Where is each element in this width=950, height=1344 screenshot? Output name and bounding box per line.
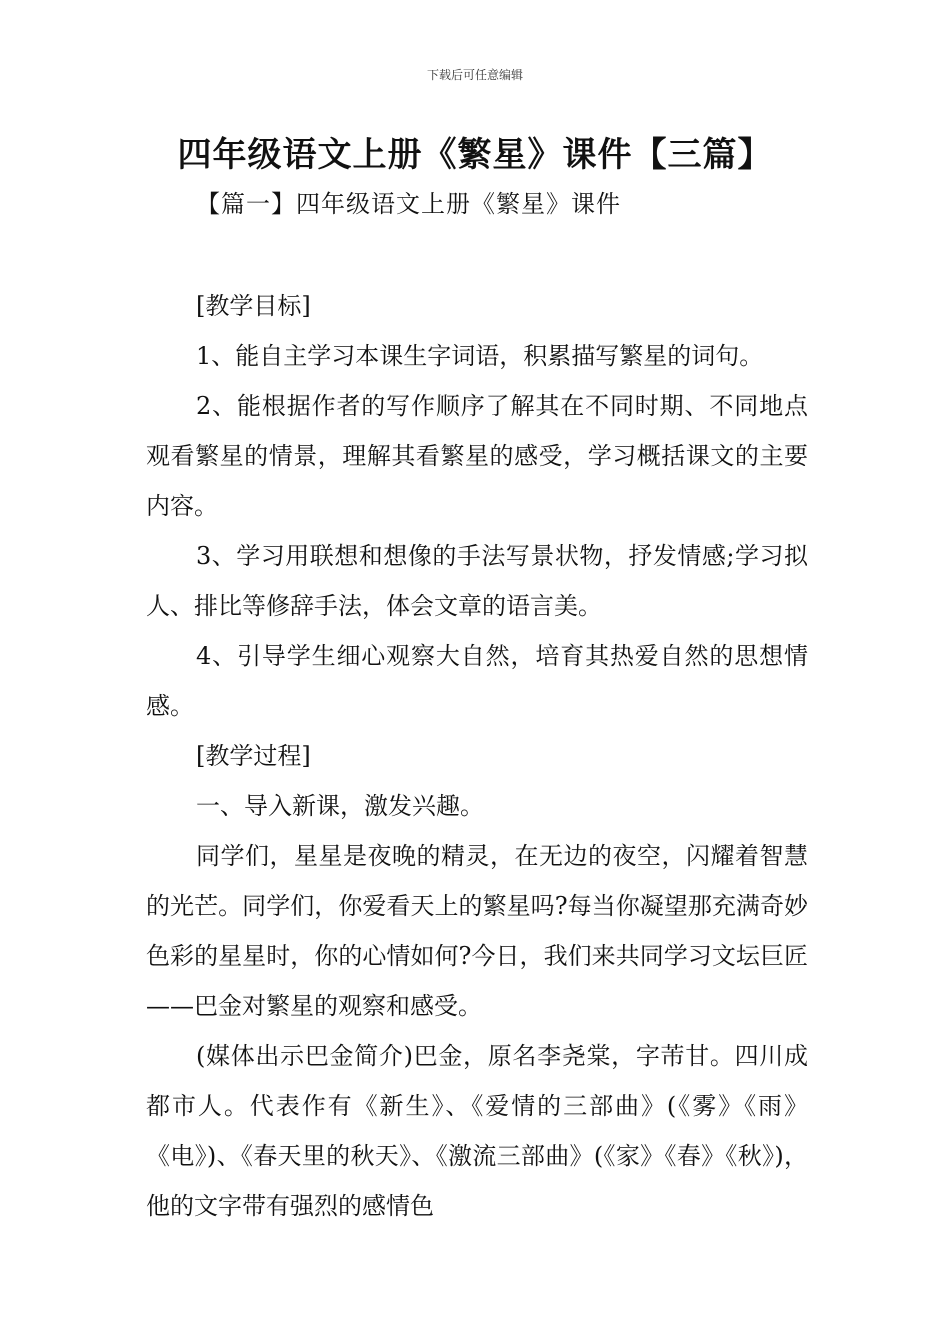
goal-item-3: 3、学习用联想和想像的手法写景状物，抒发情感;学习拟人、排比等修辞手法，体会文章的语言美。 [146, 542, 808, 620]
heading-teaching-goals: [教学目标] [196, 292, 311, 320]
author-intro-paragraph: (媒体出示巴金简介)巴金，原名李尧棠，字芾甘。四川成都市人。代表作有《新生》、《爱情的三部曲》(《雾》《雨》《电》)、《春天里的秋天》、《激流三部曲》(《家》《春》《秋》)，他的文字带有强烈的感情色 [146, 1042, 808, 1220]
document-title: 四年级语文上册《繁星》课件【三篇】 [177, 135, 773, 175]
heading-teaching-process: [教学过程] [196, 742, 311, 770]
goal-item-2: 2、能根据作者的写作顺序了解其在不同时期、不同地点观看繁星的情景，理解其看繁星的感受，学习概括课文的主要内容。 [146, 392, 808, 520]
section-subtitle: 【篇一】四年级语文上册《繁星》课件 [196, 190, 621, 218]
goal-item-4: 4、引导学生细心观察大自然，培育其热爱自然的思想情感。 [146, 642, 808, 720]
header-note: 下载后可任意编辑 [426, 68, 523, 82]
document-body [146, 281, 808, 1231]
goal-item-1: 1、能自主学习本课生字词语，积累描写繁星的词句。 [196, 342, 764, 370]
intro-paragraph: 同学们，星星是夜晚的精灵，在无边的夜空，闪耀着智慧的光芒。同学们，你爱看天上的繁星吗?每当你凝望那充满奇妙色彩的星星时，你的心情如何?今日，我们来共同学习文坛巨匠——巴金对繁星的观察和感受。 [146, 842, 808, 1020]
process-step-1: 一、导入新课，激发兴趣。 [196, 792, 484, 820]
